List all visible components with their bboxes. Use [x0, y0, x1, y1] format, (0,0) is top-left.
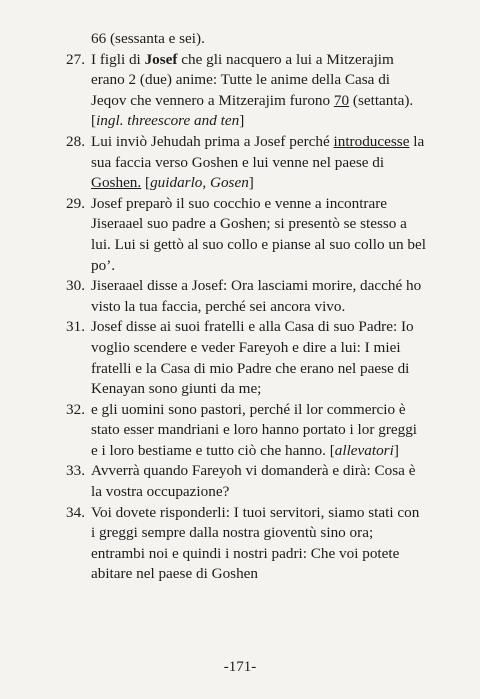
- verse: [66, 317, 426, 399]
- verse-number: 30.: [66, 277, 85, 295]
- verse-text-span: 70: [333, 91, 350, 109]
- verse: [66, 132, 426, 194]
- verse-text: [91, 503, 426, 585]
- verse: [66, 194, 426, 276]
- page-number: -171-: [223, 659, 257, 675]
- verse-number: 34.: [66, 503, 85, 521]
- verse-text-span: ]: [248, 174, 254, 192]
- verse-text-span: [: [141, 174, 151, 192]
- verse-number: 31.: [66, 318, 85, 336]
- verse-text-span: Avverrà quando Fareyoh vi domanderà e dirà: Cosa è la vostra occupazione?: [91, 462, 416, 501]
- verse-text-span: allevatori: [334, 441, 394, 459]
- verse-continuation: 66 (sessanta e sei).: [91, 30, 205, 47]
- verse-text: [91, 50, 426, 132]
- verse-text-span: ingl. threescore and ten: [96, 112, 240, 130]
- verse-text-span: Josef preparò il suo cocchio e venne a incontrare Jiseraael suo padre a Goshen; si presentò se stesso a lui. Lui si gettò al suo collo e pianse al suo collo un bel po’.: [91, 194, 426, 274]
- verse-text: [91, 461, 426, 502]
- verse-text-span: Jiseraael disse a Josef: Ora lasciami morire, dacché ho visto la tua faccia, perché sei ancora vivo.: [91, 277, 422, 315]
- verse-text-span: Goshen.: [91, 174, 142, 192]
- verse-number: 33.: [66, 462, 85, 480]
- verse-text-span: Josef: [144, 50, 178, 68]
- verse-text: [91, 194, 426, 276]
- verse-number: 28.: [66, 132, 85, 150]
- verse-text-span: guidarlo, Gosen: [150, 174, 249, 192]
- verse: [66, 50, 426, 132]
- verse-number: 27.: [66, 50, 85, 68]
- text-body: [66, 29, 426, 585]
- verse-text-span: Josef disse ai suoi fratelli e alla Casa di suo Padre: Io voglio scendere e veder Fareyoh e dire a lui: I miei fratelli e la Casa di mio Padre che erano nel paese di Kenayan sono giunti da me;: [91, 318, 414, 398]
- verse-text-span: Voi dovete risponderli: I tuoi servitori, siamo stati con i greggi sempre dalla nostra gioventù sino ora; entrambi noi e quindi i nostri padri: Che voi potete abitare nel paese di Goshen: [91, 503, 420, 583]
- verse-text-span: ]: [239, 112, 245, 130]
- verse-text-span: che gli nacquero a lui a Mitzerajim erano 2 (due) anime: Tutte le anime della Casa di Jeqov che vennero a Mitzerajim furono: [91, 50, 394, 109]
- verse-text: [91, 132, 426, 194]
- verse-text-span: ]: [393, 441, 399, 459]
- verse-number: 32.: [66, 400, 85, 418]
- verse: [66, 503, 426, 585]
- verse-text: [91, 276, 426, 317]
- verse-number: 29.: [66, 194, 85, 212]
- verse-text: [91, 317, 426, 399]
- verse-text-span: e gli uomini sono pastori, perché il lor commercio è stato esser mandriani e loro hanno portato i lor greggi e i loro bestiame e tutto ciò che hanno. [: [91, 400, 418, 459]
- verse-text-span: I figli di: [91, 50, 145, 68]
- verse-text-span: la sua faccia verso Goshen e lui venne nel paese di: [91, 132, 425, 171]
- verse-text-span: (settanta). [: [91, 91, 414, 130]
- verse: [66, 400, 426, 462]
- verse-text-span: Lui inviò Jehudah prima a Josef perché: [91, 132, 334, 150]
- verse-list: [66, 50, 426, 585]
- verse-text-span: introducesse: [333, 132, 410, 150]
- verse: [66, 276, 426, 317]
- verse-text: [91, 400, 426, 462]
- verse: [66, 461, 426, 502]
